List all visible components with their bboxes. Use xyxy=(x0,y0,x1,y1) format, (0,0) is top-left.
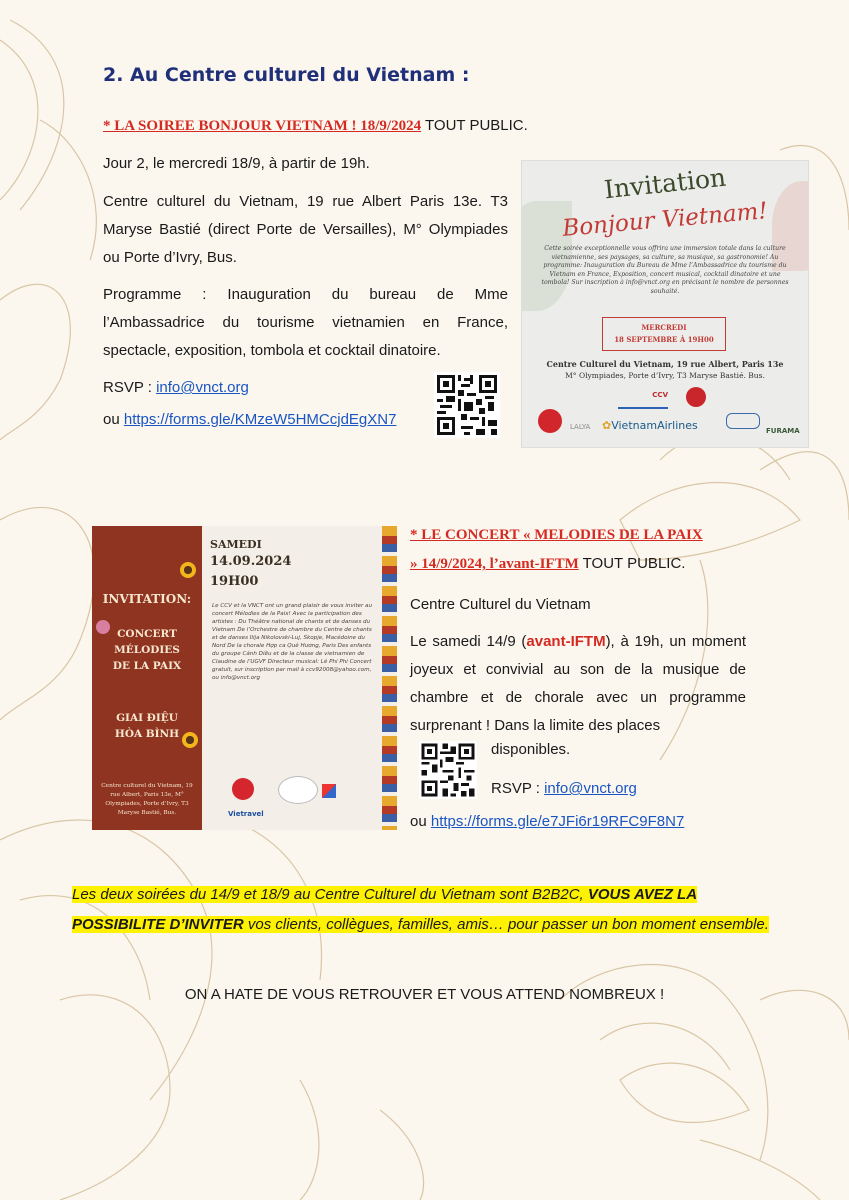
event1-rsvp xyxy=(103,374,249,402)
vietravel-logo: Vietravel xyxy=(228,810,264,818)
event2-form-line xyxy=(410,808,684,836)
card1-text: Cette soirée exceptionnelle vous offrira une immersion totale dans la culture vietnamienne, ses paysages, sa culture, sa musique, sa gastronomie! Au programme: Inauguration du Bureau de Mme l’Ambassadrice du tourisme du Vietnam en France, Exposition, concert musical, cocktail dinatoire et une tombola! Sur inscription à info@vnct.org en précisant le nombre de personnes souhaité. xyxy=(541,245,789,295)
closing-part-b: VOUS AVEZ LA POSSIBILITE D’INVITER xyxy=(72,886,698,933)
qr-code-1[interactable] xyxy=(434,372,500,438)
card1-bonjour-title: Bonjour Vietnam! xyxy=(561,198,769,242)
closing-part-a: Les deux soirées du 14/9 et 18/9 au Centre Culturel du Vietnam sont B2B2C, xyxy=(72,886,588,903)
rsvp-label: RSVP : xyxy=(103,379,157,396)
ccv-logo: CCV xyxy=(618,391,668,409)
closing-paragraph xyxy=(72,880,772,940)
card2-body: Le CCV et la VNCT ont un grand plaisir de vous inviter au concert Mélodies de la Paix! Avec la participation des artistes : Du Théâtre national de chants et de danses du Vietnam De l’Orchestre de chambre du Centre de chants et de danses Ilija Nikolovski-Luj, Skopje, Macédoine du Nord De la chorale Hợp ca Quê Hương, Paris Des enfants du groupe Cánh Diều et de la classe de vietnamien de Claudine de l’UGVF Directeur musical: Lê Phi Phi Concert gratuit, sur inscription par mail à ccv92008@yahoo.com, ou info@vnct.org xyxy=(212,603,373,681)
event1-audience: TOUT PUBLIC. xyxy=(421,117,528,134)
rsvp-label: RSVP : xyxy=(491,780,545,797)
or-label: ou xyxy=(410,813,431,830)
section-heading: 2. Au Centre culturel du Vietnam : xyxy=(103,64,470,86)
card2-floral-border xyxy=(382,526,397,830)
patrimoine-logo xyxy=(726,413,760,429)
lalya-logo: LALYA xyxy=(570,423,591,431)
furama-logo: FURAMA xyxy=(766,427,800,435)
partner-logo xyxy=(322,784,336,798)
card1-address-line2: M° Olympiades, Porte d’Ivry, T3 Maryse Bastié. Bus. xyxy=(565,371,765,380)
closing-final-line: ON A HATE DE VOUS RETROUVER ET VOUS ATTEND NOMBREUX ! xyxy=(184,986,665,1003)
event2-description xyxy=(410,628,746,740)
event2-title-line1 xyxy=(410,521,703,549)
event2-desc-end: disponibles. xyxy=(491,741,571,758)
event2-title-line2 xyxy=(410,550,685,578)
event2-title-2: » 14/9/2024, l’avant-IFTM xyxy=(410,556,579,572)
card2-address: Centre culturel du Vietnam, 19 rue Albert, Paris 13e, M° Olympiades, Porte d’Ivry, T3 Maryse Bastié, Bus. xyxy=(101,783,193,816)
event2-audience: TOUT PUBLIC. xyxy=(578,555,686,572)
card1-date-box xyxy=(602,317,726,351)
sunflower-icon xyxy=(180,562,196,578)
rsvp-email-link[interactable]: info@vnct.org xyxy=(156,379,249,396)
event1-programme: Programme : Inauguration du bureau de Mme l’Ambassadrice du tourisme vietnamien en France, spectacle, exposition, tombola et cocktail dinatoire. xyxy=(103,286,508,359)
star-emblem-logo xyxy=(686,387,706,407)
card2-left-panel xyxy=(92,526,202,830)
event2-desc-bold: avant-IFTM xyxy=(526,633,606,650)
qr-code-2[interactable] xyxy=(419,741,477,799)
card1-date-day: MERCREDI xyxy=(641,323,687,332)
red-lotus-logo xyxy=(538,409,562,433)
ccv-oval-logo xyxy=(278,776,318,804)
card2-time: 19H00 xyxy=(210,574,259,589)
invitation-card-bonjour-vietnam xyxy=(521,160,809,448)
card2-invitation: INVITATION: xyxy=(102,592,192,606)
event1-form-line xyxy=(103,406,396,434)
event2-desc-post: ), à 19h, un moment joyeux et convivial au son de la musique de chambre et de chorale avec un programme surprenant ! Dans la limite des places xyxy=(410,633,746,734)
lotus-icon: ✿ xyxy=(602,419,612,432)
vietnam-airlines-text: VietnamAirlines xyxy=(611,419,698,432)
vietnam-airlines-logo xyxy=(602,419,698,432)
event1-location: Centre culturel du Vietnam, 19 rue Albert Paris 13e. T3 Maryse Bastié (direct Porte de Versailles), M° Olympiades ou Porte d’Ivry, Bus. xyxy=(103,193,508,266)
event1-title: * LA SOIREE BONJOUR VIETNAM ! 18/9/2024 xyxy=(103,118,422,134)
event2-title-1: * LE CONCERT « MELODIES DE LA PAIX xyxy=(410,527,703,543)
card2-right-panel xyxy=(202,526,382,830)
closing-part-c: vos clients, collègues, familles, amis… pour passer un bon moment ensemble. xyxy=(243,916,769,933)
card2-day: SAMEDI xyxy=(210,538,262,551)
event2-desc-pre: Le samedi 14/9 ( xyxy=(410,633,527,650)
ccv-emblem-logo xyxy=(232,778,254,800)
card1-address xyxy=(532,359,798,381)
card1-date-full: 18 SEPTEMBRE À 19H00 xyxy=(614,335,714,344)
invitation-card-concert xyxy=(92,526,397,830)
card2-date: 14.09.2024 xyxy=(210,554,292,569)
card1-address-line1: Centre Culturel du Vietnam, 19 rue Albert, Paris 13e xyxy=(546,359,784,369)
rsvp-email-link[interactable]: info@vnct.org xyxy=(544,780,637,797)
event1-title-line xyxy=(103,112,623,140)
card2-vietnamese-title: GIAI ĐIỆU HÒA BÌNH xyxy=(114,712,180,740)
card2-concert-title: CONCERT MÉLODIES DE LA PAIX xyxy=(112,628,182,672)
or-label: ou xyxy=(103,411,124,428)
event1-date-line: Jour 2, le mercredi 18/9, à partir de 19h. xyxy=(103,155,370,172)
sunflower-icon xyxy=(182,732,198,748)
card1-invitation-title: Invitation xyxy=(602,162,728,205)
event1-form-link[interactable]: https://forms.gle/KMzeW5HMCcjdEgXN7 xyxy=(123,411,397,428)
event2-venue: Centre Culturel du Vietnam xyxy=(410,596,591,613)
event2-form-link[interactable]: https://forms.gle/e7JFi6r19RFC9F8N7 xyxy=(430,813,685,830)
event2-rsvp xyxy=(491,775,637,803)
